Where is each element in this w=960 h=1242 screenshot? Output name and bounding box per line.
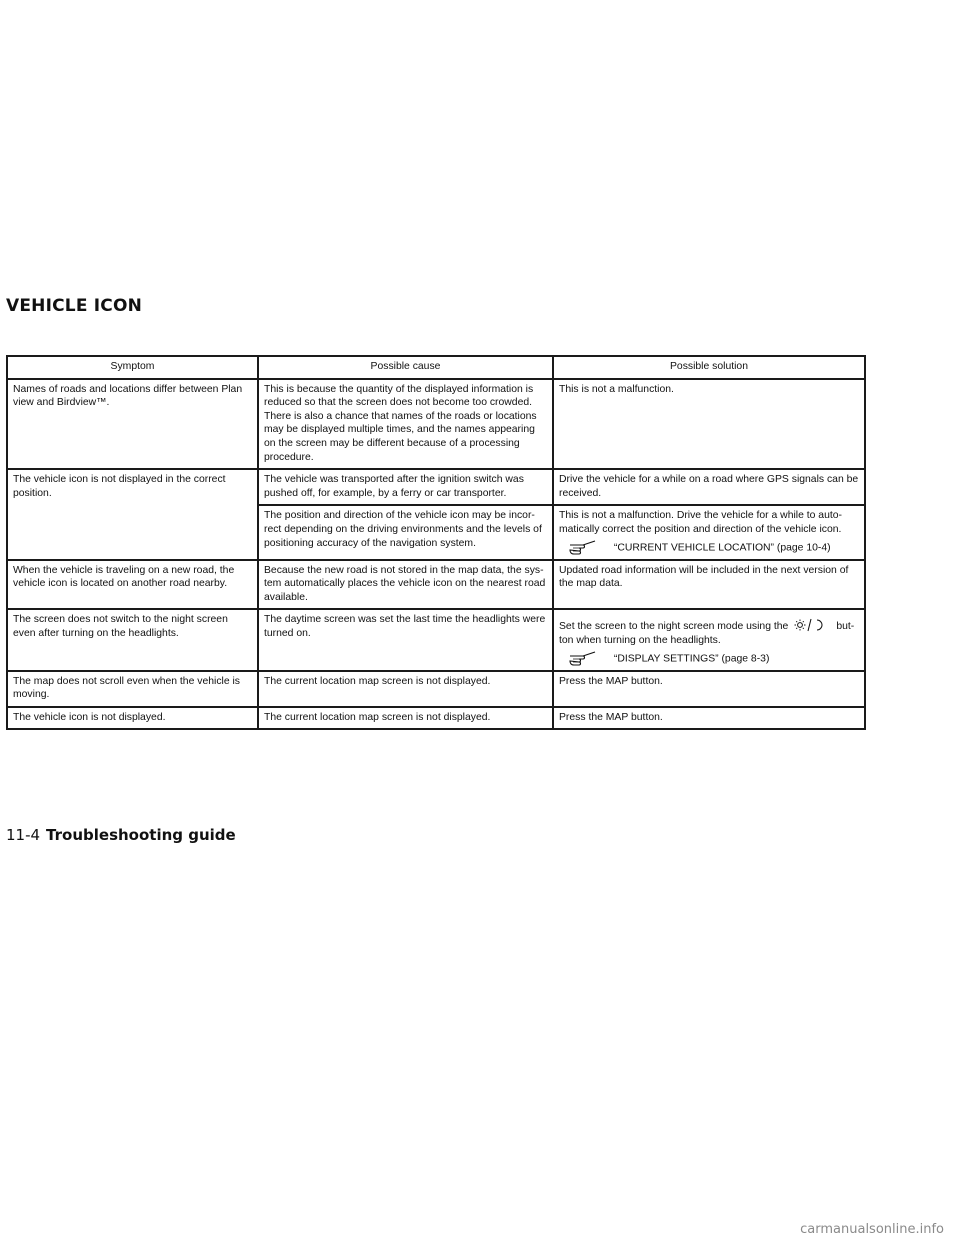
table-header-row <box>7 356 865 379</box>
cross-reference-text: “CURRENT VEHICLE LOCATION” (page 10-4) <box>613 541 831 553</box>
cause-cell: The daytime screen was set the last time the headlights were turned on. <box>258 609 553 670</box>
cross-reference-text: “DISPLAY SETTINGS” (page 8-3) <box>613 652 770 664</box>
header-symptom: Symptom <box>7 356 258 379</box>
table-row <box>7 609 865 670</box>
solution-cell <box>553 505 865 559</box>
solution-text: This is not a malfunction. Drive the vehicle for a while to auto-matically correct the position and direction of the vehicle icon. <box>559 510 842 535</box>
solution-text-end: but-ton when turning on the headlights. <box>559 621 855 646</box>
solution-cell: This is not a malfunction. <box>553 379 865 470</box>
solution-cell <box>553 609 865 670</box>
chapter-title: Troubleshooting guide <box>46 826 236 844</box>
page-number: 11-4 <box>6 826 41 844</box>
section-title: VEHICLE ICON <box>6 296 143 316</box>
solution-cell: Press the MAP button. <box>553 671 865 707</box>
watermark: carmanualsonline.info <box>800 1222 944 1237</box>
header-solution: Possible solution <box>553 356 865 379</box>
cause-cell: The current location map screen is not displayed. <box>258 707 553 730</box>
symptom-cell: Names of roads and locations differ between Plan view and Birdview™. <box>7 379 258 470</box>
solution-cell: Updated road information will be included in the next version of the map data. <box>553 560 865 610</box>
hand-pointer-icon <box>569 540 597 555</box>
page-footer <box>6 826 236 844</box>
cross-reference[interactable] <box>559 651 859 666</box>
cause-cell: The current location map screen is not displayed. <box>258 671 553 707</box>
symptom-cell: The vehicle icon is not displayed in the correct position. <box>7 469 258 559</box>
solution-cell: Press the MAP button. <box>553 707 865 730</box>
table-row <box>7 469 865 505</box>
table-row <box>7 707 865 730</box>
cause-cell: The vehicle was transported after the ignition switch was pushed off, for example, by a ferry or car transporter. <box>258 469 553 505</box>
table-row <box>7 671 865 707</box>
symptom-cell: The screen does not switch to the night screen even after turning on the headlights. <box>7 609 258 670</box>
hand-pointer-icon <box>569 651 597 666</box>
table-row <box>7 379 865 470</box>
cause-cell: Because the new road is not stored in the map data, the sys-tem automatically places the vehicle icon on the nearest road available. <box>258 560 553 610</box>
cross-reference[interactable] <box>559 540 859 555</box>
troubleshooting-table <box>6 355 866 730</box>
cause-cell: This is because the quantity of the displayed information is reduced so that the screen does not become too crowded. There is also a chance that names of the roads or locations may be displayed multiple times, and the names appearing on the screen may be different because of a processing procedure. <box>258 379 553 470</box>
table-row <box>7 560 865 610</box>
symptom-cell: The map does not scroll even when the vehicle is moving. <box>7 671 258 707</box>
header-cause: Possible cause <box>258 356 553 379</box>
symptom-cell: The vehicle icon is not displayed. <box>7 707 258 730</box>
solution-text-start: Set the screen to the night screen mode using the <box>559 621 789 633</box>
cause-cell: The position and direction of the vehicle icon may be incor-rect depending on the driving environments and the levels of positioning accuracy of the navigation system. <box>258 505 553 559</box>
solution-text <box>559 618 859 647</box>
solution-cell: Drive the vehicle for a while on a road where GPS signals can be received. <box>553 469 865 505</box>
symptom-cell: When the vehicle is traveling on a new road, the vehicle icon is located on another road nearby. <box>7 560 258 610</box>
sun-moon-icon <box>792 618 832 632</box>
